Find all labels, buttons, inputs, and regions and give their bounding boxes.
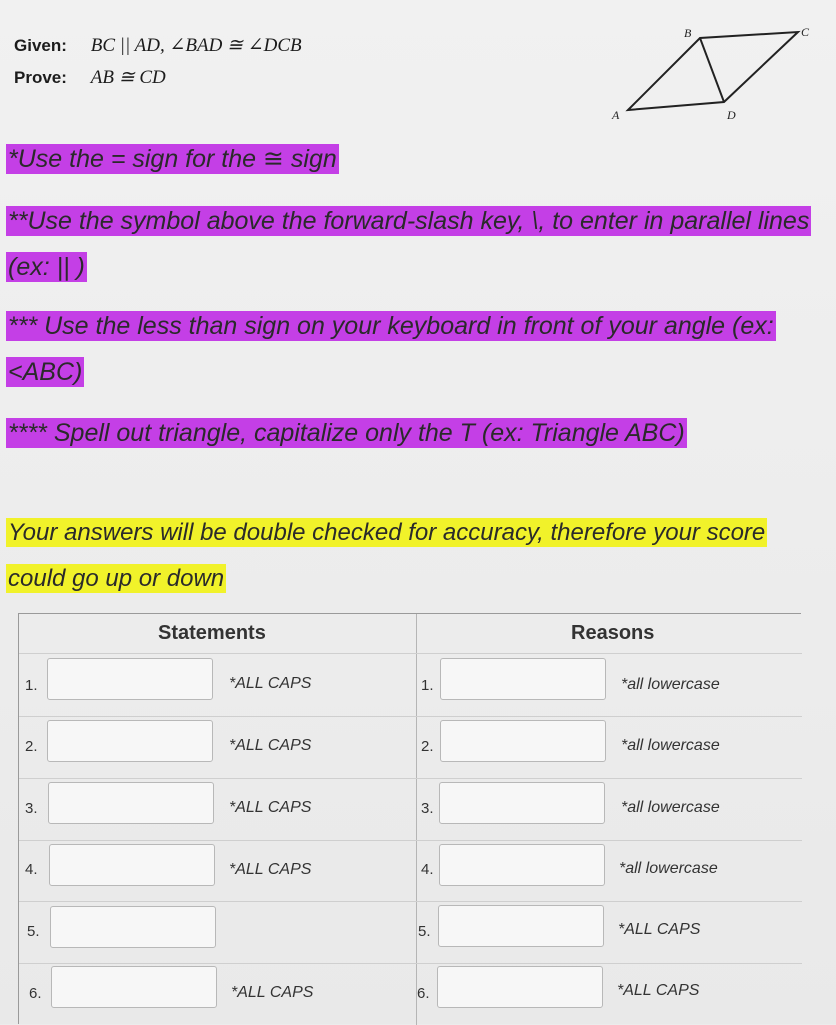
reason-hint: *ALL CAPS [618,921,701,938]
instruction-text-2: **Use the symbol above the forward-slash key, \, to enter in parallel lines (ex: || ) [8,207,810,281]
reason-hint: *all lowercase [621,737,720,754]
vertex-label-d: D [727,108,736,122]
instruction-text-4: **** Spell out triangle, capitalize only the T (ex: Triangle ABC) [8,419,685,447]
row-line [19,901,802,902]
row-line [19,963,802,964]
row-line [19,778,802,779]
given-statement: BC || AD, ∠BAD ≅ ∠DCB [90,35,302,56]
reason-number: 3. [421,800,434,817]
reason-number: 2. [421,738,434,755]
row-line [19,716,802,717]
reason-hint: *ALL CAPS [617,982,700,999]
reason-input-3[interactable] [439,782,605,824]
statement-hint: *ALL CAPS [229,675,312,692]
accuracy-warning [6,510,818,602]
instruction-text-1: *Use the = sign for the ≅ sign [8,145,337,173]
statement-hint: *ALL CAPS [229,861,312,878]
statement-input-1[interactable] [47,658,213,700]
header-row-line [19,653,802,654]
reason-hint: *all lowercase [619,860,718,877]
reason-input-2[interactable] [440,720,606,762]
reason-input-6[interactable] [437,966,603,1008]
vertex-label-b: B [684,26,692,40]
statement-hint: *ALL CAPS [231,984,314,1001]
reason-number: 4. [421,861,434,878]
statement-hint: *ALL CAPS [229,799,312,816]
instruction-triangle [6,410,776,456]
prove-line [14,62,302,94]
reason-number: 5. [418,923,431,940]
statement-number: 4. [25,861,38,878]
instruction-text-3: *** Use the less than sign on your keyboard in front of your angle (ex: <ABC) [8,312,774,386]
reason-number: 1. [421,677,434,694]
vertex-label-c: C [801,25,810,39]
statement-input-4[interactable] [49,844,215,886]
prove-statement: AB ≅ CD [90,67,166,88]
reason-input-5[interactable] [438,905,604,947]
instruction-angle [6,303,818,395]
parallelogram-figure [600,22,825,122]
statement-number: 1. [25,677,38,694]
statement-input-2[interactable] [47,720,213,762]
statement-input-5[interactable] [50,906,216,948]
statement-number: 5. [27,923,40,940]
instruction-congruent [6,136,566,182]
warning-text: Your answers will be double checked for accuracy, therefore your score could go up or down [8,519,766,592]
reasons-header: Reasons [571,622,655,644]
given-label: Given: [14,36,67,55]
statement-number: 2. [25,738,38,755]
row-line [19,840,802,841]
reason-number: 6. [417,985,430,1002]
vertex-label-a: A [612,108,620,122]
diagonal-bd [700,38,724,102]
statement-input-3[interactable] [48,782,214,824]
reason-input-1[interactable] [440,658,606,700]
statement-number: 3. [25,800,38,817]
statements-header: Statements [158,622,266,644]
reason-hint: *all lowercase [621,799,720,816]
two-column-proof-table [18,613,801,1024]
given-line [14,30,302,62]
prove-label: Prove: [14,68,67,87]
reason-input-4[interactable] [439,844,605,886]
instruction-parallel [6,198,818,290]
statement-input-6[interactable] [51,966,217,1008]
given-prove-block [14,30,302,94]
reason-hint: *all lowercase [621,676,720,693]
statement-number: 6. [29,985,42,1002]
statement-hint: *ALL CAPS [229,737,312,754]
